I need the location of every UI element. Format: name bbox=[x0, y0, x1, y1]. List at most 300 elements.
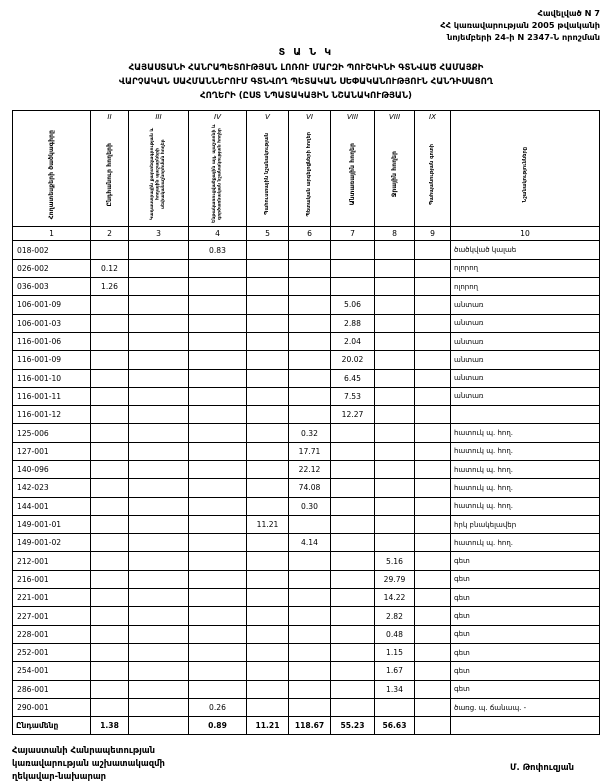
roman-cell-3: III bbox=[129, 111, 189, 123]
cell-protection bbox=[415, 643, 451, 661]
cell-total bbox=[91, 296, 129, 314]
cell-infrastructure bbox=[189, 278, 247, 296]
cell-total bbox=[91, 387, 129, 405]
cell-code: 116-001-10 bbox=[13, 369, 91, 387]
cell-total: 1.26 bbox=[91, 278, 129, 296]
cell-code: 036-003 bbox=[13, 278, 91, 296]
document-footer bbox=[12, 744, 600, 782]
header-cell-reserve bbox=[247, 122, 289, 227]
cell-protection bbox=[415, 698, 451, 716]
header-label-special: Պետական արգելոցների հողեր bbox=[306, 132, 313, 217]
cell-total bbox=[91, 461, 129, 479]
cell-special bbox=[289, 643, 331, 661]
cell-water: 29.79 bbox=[375, 570, 415, 588]
cell-code: 144-001 bbox=[13, 497, 91, 515]
cell-reserve bbox=[247, 698, 289, 716]
cell-infrastructure bbox=[189, 406, 247, 424]
cell-forest bbox=[331, 479, 375, 497]
table-row bbox=[13, 515, 600, 533]
table-row bbox=[13, 570, 600, 588]
cell-reserve bbox=[247, 497, 289, 515]
cell-infrastructure: 0.83 bbox=[189, 241, 247, 259]
cell-total bbox=[91, 314, 129, 332]
cell-note: հատուկ պ. հող. bbox=[451, 479, 600, 497]
cell-total bbox=[91, 643, 129, 661]
cell-reserve bbox=[247, 351, 289, 369]
cell-special: 17.71 bbox=[289, 442, 331, 460]
cell-infrastructure bbox=[189, 259, 247, 277]
cell-note: հրկ բնակելավեր bbox=[451, 515, 600, 533]
roman-cell-2: II bbox=[91, 111, 129, 123]
cell-cadastre bbox=[129, 296, 189, 314]
cell-total bbox=[91, 680, 129, 698]
cell-note: գետ bbox=[451, 607, 600, 625]
cell-protection bbox=[415, 369, 451, 387]
cell-note: անտառ bbox=[451, 314, 600, 332]
cell-cadastre bbox=[129, 607, 189, 625]
cell-protection bbox=[415, 314, 451, 332]
numrow-cell-4: 4 bbox=[189, 227, 247, 241]
cell-total bbox=[91, 589, 129, 607]
cell-water bbox=[375, 259, 415, 277]
cell-cadastre bbox=[129, 497, 189, 515]
headline-line-1: ՀԱՅԱՍՏԱՆԻ ՀԱՆՐԱՊԵՏՈՒԹՅԱՆ ԼՈՌՈՒ ՄԱՐԶԻ ՊՈՒՇԿԻՆԻ ԳՏՆՎԱԾ ՀԱՄԱՅՔԻ bbox=[128, 62, 484, 73]
cell-forest: 12.27 bbox=[331, 406, 375, 424]
cell-reserve bbox=[247, 332, 289, 350]
roman-cell-10 bbox=[451, 111, 600, 123]
numrow-cell-1: 1 bbox=[13, 227, 91, 241]
cell-total bbox=[91, 515, 129, 533]
roman-cell-8: VIII bbox=[375, 111, 415, 123]
cell-water bbox=[375, 351, 415, 369]
cell-cadastre bbox=[129, 461, 189, 479]
header-label-water: Ջրային հողեր bbox=[390, 151, 398, 198]
cell-code: 212-001 bbox=[13, 552, 91, 570]
table-row bbox=[13, 680, 600, 698]
cell-special: 0.30 bbox=[289, 497, 331, 515]
cell-infrastructure bbox=[189, 680, 247, 698]
cell-special bbox=[289, 698, 331, 716]
cell-water bbox=[375, 241, 415, 259]
total-cell-water: 56.63 bbox=[375, 717, 415, 735]
cell-reserve bbox=[247, 278, 289, 296]
table-row bbox=[13, 461, 600, 479]
annex-number: Հավելված N 7 bbox=[537, 8, 600, 18]
numrow-cell-5: 5 bbox=[247, 227, 289, 241]
header-cell-protection bbox=[415, 122, 451, 227]
cell-protection bbox=[415, 607, 451, 625]
signatory-name: Մ. Թոփուզյան bbox=[509, 762, 574, 773]
header-cell-code bbox=[13, 122, 91, 227]
cell-cadastre bbox=[129, 570, 189, 588]
cell-note: անտառ bbox=[451, 332, 600, 350]
cell-code: 116-001-12 bbox=[13, 406, 91, 424]
cell-infrastructure bbox=[189, 351, 247, 369]
cell-forest bbox=[331, 625, 375, 643]
cell-forest bbox=[331, 643, 375, 661]
cell-protection bbox=[415, 241, 451, 259]
cell-protection bbox=[415, 406, 451, 424]
cell-note: գետ bbox=[451, 589, 600, 607]
total-label: Ընդամենը bbox=[13, 717, 91, 735]
cell-total bbox=[91, 442, 129, 460]
table-row bbox=[13, 479, 600, 497]
header-cell-notes bbox=[451, 122, 600, 227]
total-cell-cadastre bbox=[129, 717, 189, 735]
table-row bbox=[13, 241, 600, 259]
cell-protection bbox=[415, 387, 451, 405]
cell-water bbox=[375, 406, 415, 424]
table-number-row bbox=[13, 227, 600, 241]
signatory-line-1: Հայաստանի Հանրապետության bbox=[12, 745, 156, 756]
cell-code: 149-001-02 bbox=[13, 534, 91, 552]
cell-water bbox=[375, 424, 415, 442]
cell-special bbox=[289, 406, 331, 424]
cell-protection bbox=[415, 424, 451, 442]
cell-water: 5.16 bbox=[375, 552, 415, 570]
cell-reserve bbox=[247, 570, 289, 588]
cell-special: 74.08 bbox=[289, 479, 331, 497]
cell-cadastre bbox=[129, 625, 189, 643]
cell-note: ոլորող bbox=[451, 278, 600, 296]
cell-infrastructure bbox=[189, 424, 247, 442]
cell-total bbox=[91, 552, 129, 570]
cell-special bbox=[289, 314, 331, 332]
table-row bbox=[13, 698, 600, 716]
cell-note: անտառ bbox=[451, 369, 600, 387]
total-cell-special: 118.67 bbox=[289, 717, 331, 735]
cell-reserve bbox=[247, 479, 289, 497]
cell-special bbox=[289, 552, 331, 570]
cell-forest: 2.88 bbox=[331, 314, 375, 332]
cell-total bbox=[91, 424, 129, 442]
cell-reserve bbox=[247, 314, 289, 332]
cell-special bbox=[289, 296, 331, 314]
cell-special bbox=[289, 241, 331, 259]
cell-reserve bbox=[247, 643, 289, 661]
table-row bbox=[13, 625, 600, 643]
cell-forest bbox=[331, 442, 375, 460]
cell-special bbox=[289, 332, 331, 350]
cell-forest: 7.53 bbox=[331, 387, 375, 405]
cell-total bbox=[91, 406, 129, 424]
roman-cell-7: VIII bbox=[331, 111, 375, 123]
cell-note: հատուկ պ. հող. bbox=[451, 424, 600, 442]
cell-code: 254-001 bbox=[13, 662, 91, 680]
cell-code: 116-001-11 bbox=[13, 387, 91, 405]
cell-total bbox=[91, 698, 129, 716]
cell-reserve bbox=[247, 387, 289, 405]
table-row bbox=[13, 314, 600, 332]
cell-code: 125-006 bbox=[13, 424, 91, 442]
cell-note: ծառց. պ. ճանապ. - bbox=[451, 698, 600, 716]
cell-code: 106-001-03 bbox=[13, 314, 91, 332]
cell-reserve bbox=[247, 406, 289, 424]
cell-protection bbox=[415, 534, 451, 552]
cell-cadastre bbox=[129, 241, 189, 259]
table-row bbox=[13, 662, 600, 680]
cell-infrastructure bbox=[189, 296, 247, 314]
cell-protection bbox=[415, 680, 451, 698]
cell-protection bbox=[415, 625, 451, 643]
cell-protection bbox=[415, 515, 451, 533]
numrow-cell-8: 8 bbox=[375, 227, 415, 241]
signatory-line-2: կառավարության աշխատակազմի bbox=[12, 758, 165, 769]
table-column-group-row bbox=[13, 111, 600, 123]
cell-infrastructure bbox=[189, 552, 247, 570]
cell-total: 0.12 bbox=[91, 259, 129, 277]
table-header-row bbox=[13, 122, 600, 227]
land-data-table bbox=[12, 110, 600, 735]
table-row bbox=[13, 406, 600, 424]
cell-note: հատուկ պ. հող. bbox=[451, 442, 600, 460]
cell-water bbox=[375, 369, 415, 387]
cell-note: հատուկ պ. հող. bbox=[451, 461, 600, 479]
table-row bbox=[13, 534, 600, 552]
cell-reserve bbox=[247, 296, 289, 314]
headline-line-3: ՀՈՂԵՐԻ (ԸՍՏ ՆՊԱՏԱԿԱՅԻՆ ՆՇԱՆԱԿՈՒԹՅԱՆ) bbox=[200, 90, 412, 101]
cell-reserve bbox=[247, 259, 289, 277]
cell-infrastructure bbox=[189, 662, 247, 680]
cell-forest bbox=[331, 698, 375, 716]
cell-water bbox=[375, 387, 415, 405]
cell-infrastructure bbox=[189, 442, 247, 460]
table-row bbox=[13, 296, 600, 314]
cell-reserve bbox=[247, 680, 289, 698]
total-cell-forest: 55.23 bbox=[331, 717, 375, 735]
cell-note: անտառ bbox=[451, 351, 600, 369]
roman-cell-5: V bbox=[247, 111, 289, 123]
cell-total bbox=[91, 625, 129, 643]
table-row bbox=[13, 332, 600, 350]
header-cell-infrastructure bbox=[189, 122, 247, 227]
cell-cadastre bbox=[129, 314, 189, 332]
header-cell-water bbox=[375, 122, 415, 227]
total-cell-protection bbox=[415, 717, 451, 735]
cell-special bbox=[289, 570, 331, 588]
cell-note: հատուկ պ. հող. bbox=[451, 497, 600, 515]
cell-water: 1.34 bbox=[375, 680, 415, 698]
table-row bbox=[13, 607, 600, 625]
cell-infrastructure bbox=[189, 314, 247, 332]
cell-note: ոլորող bbox=[451, 259, 600, 277]
cell-reserve bbox=[247, 625, 289, 643]
cell-total bbox=[91, 369, 129, 387]
cell-forest bbox=[331, 515, 375, 533]
cell-code: 286-001 bbox=[13, 680, 91, 698]
cell-protection bbox=[415, 479, 451, 497]
numrow-cell-9: 9 bbox=[415, 227, 451, 241]
cell-infrastructure bbox=[189, 607, 247, 625]
cell-cadastre bbox=[129, 680, 189, 698]
cell-cadastre bbox=[129, 479, 189, 497]
cell-cadastre bbox=[129, 643, 189, 661]
roman-cell-6: VI bbox=[289, 111, 331, 123]
cell-note: հատուկ պ. հող. bbox=[451, 534, 600, 552]
cell-forest bbox=[331, 552, 375, 570]
cell-infrastructure bbox=[189, 387, 247, 405]
cell-total bbox=[91, 662, 129, 680]
cell-forest bbox=[331, 589, 375, 607]
cell-note: անտառ bbox=[451, 387, 600, 405]
cell-water bbox=[375, 442, 415, 460]
cell-forest bbox=[331, 259, 375, 277]
cell-cadastre bbox=[129, 662, 189, 680]
cell-code: 116-001-09 bbox=[13, 351, 91, 369]
cell-water: 2.82 bbox=[375, 607, 415, 625]
cell-special bbox=[289, 369, 331, 387]
header-label-notes: Նշանակությունները bbox=[521, 146, 528, 203]
annex-header bbox=[12, 8, 600, 44]
cell-water: 1.67 bbox=[375, 662, 415, 680]
header-label-total: Ընդհանուր հողերի bbox=[105, 142, 113, 207]
cell-protection bbox=[415, 552, 451, 570]
table-row bbox=[13, 278, 600, 296]
cell-forest bbox=[331, 570, 375, 588]
cell-code: 228-001 bbox=[13, 625, 91, 643]
total-cell-reserve: 11.21 bbox=[247, 717, 289, 735]
cell-special bbox=[289, 607, 331, 625]
cell-note: գետ bbox=[451, 662, 600, 680]
cell-note: գետ bbox=[451, 552, 600, 570]
cell-cadastre bbox=[129, 387, 189, 405]
header-cell-cadastre bbox=[129, 122, 189, 227]
cell-forest bbox=[331, 662, 375, 680]
cell-code: 018-002 bbox=[13, 241, 91, 259]
cell-special bbox=[289, 515, 331, 533]
header-label-cadastre: Կադաստրային քարտեզագրության և հողային պաշարների սեփականաշնորհման հողեր bbox=[150, 128, 167, 221]
page-title: Տ Ա Ն Կ bbox=[278, 46, 334, 58]
cell-forest: 6.45 bbox=[331, 369, 375, 387]
cell-water: 14.22 bbox=[375, 589, 415, 607]
cell-code: 216-001 bbox=[13, 570, 91, 588]
cell-reserve bbox=[247, 607, 289, 625]
cell-infrastructure bbox=[189, 461, 247, 479]
cell-special bbox=[289, 662, 331, 680]
cell-note: գետ bbox=[451, 680, 600, 698]
cell-special bbox=[289, 589, 331, 607]
cell-forest bbox=[331, 424, 375, 442]
table-row bbox=[13, 589, 600, 607]
cell-code: 149-001-01 bbox=[13, 515, 91, 533]
cell-total bbox=[91, 241, 129, 259]
header-label-code: Հողատեսքերի ծածկագիրը bbox=[47, 129, 55, 220]
numrow-cell-10: 10 bbox=[451, 227, 600, 241]
cell-forest bbox=[331, 497, 375, 515]
cell-code: 127-001 bbox=[13, 442, 91, 460]
cell-note: գետ bbox=[451, 625, 600, 643]
cell-forest: 20.02 bbox=[331, 351, 375, 369]
cell-special bbox=[289, 625, 331, 643]
cell-reserve bbox=[247, 662, 289, 680]
cell-note: անտառ bbox=[451, 296, 600, 314]
cell-total bbox=[91, 497, 129, 515]
cell-protection bbox=[415, 296, 451, 314]
cell-cadastre bbox=[129, 698, 189, 716]
headline-line-2: ՎԱՐՉԱԿԱՆ ՍԱՀՄԱՆՆԵՐՈՒՄ ԳՏՆՎՈՂ ՊԵՏԱԿԱՆ ՍԵՓԱԿԱՆՈՒԹՅՈՒՆ ՀԱՆԴԻՍԱՑՈՂ bbox=[118, 76, 494, 87]
cell-cadastre bbox=[129, 534, 189, 552]
cell-reserve bbox=[247, 241, 289, 259]
signatory-title bbox=[12, 744, 165, 782]
cell-note: ծածկված կալաե bbox=[451, 241, 600, 259]
cell-infrastructure bbox=[189, 589, 247, 607]
cell-infrastructure bbox=[189, 369, 247, 387]
header-cell-special bbox=[289, 122, 331, 227]
table-row bbox=[13, 643, 600, 661]
cell-cadastre bbox=[129, 442, 189, 460]
cell-forest bbox=[331, 534, 375, 552]
cell-protection bbox=[415, 497, 451, 515]
cell-infrastructure bbox=[189, 332, 247, 350]
cell-special bbox=[289, 278, 331, 296]
cell-protection bbox=[415, 351, 451, 369]
header-label-reserve: Պահուստային նշանակության bbox=[264, 133, 271, 216]
cell-forest bbox=[331, 607, 375, 625]
table-total-row bbox=[13, 717, 600, 735]
table-row bbox=[13, 387, 600, 405]
cell-total bbox=[91, 607, 129, 625]
cell-water: 1.15 bbox=[375, 643, 415, 661]
table-row bbox=[13, 351, 600, 369]
cell-total bbox=[91, 332, 129, 350]
cell-water bbox=[375, 515, 415, 533]
government-line-1: ՀՀ կառավարության 2005 թվականի bbox=[440, 19, 600, 30]
cell-code: 106-001-09 bbox=[13, 296, 91, 314]
numrow-cell-3: 3 bbox=[129, 227, 189, 241]
cell-code: 116-001-06 bbox=[13, 332, 91, 350]
cell-protection bbox=[415, 278, 451, 296]
document-headline bbox=[18, 62, 594, 104]
cell-infrastructure bbox=[189, 570, 247, 588]
cell-forest bbox=[331, 461, 375, 479]
cell-reserve bbox=[247, 442, 289, 460]
cell-code: 252-001 bbox=[13, 643, 91, 661]
cell-water bbox=[375, 461, 415, 479]
header-label-infrastructure: Ենթակառուցվածքային այլ, պաշտոնի և գործառնական նշանակության հողեր bbox=[212, 125, 223, 224]
cell-total bbox=[91, 479, 129, 497]
cell-reserve bbox=[247, 461, 289, 479]
cell-note: գետ bbox=[451, 643, 600, 661]
cell-special: 0.32 bbox=[289, 424, 331, 442]
cell-reserve bbox=[247, 424, 289, 442]
cell-cadastre bbox=[129, 351, 189, 369]
numrow-cell-6: 6 bbox=[289, 227, 331, 241]
cell-protection bbox=[415, 570, 451, 588]
cell-water bbox=[375, 698, 415, 716]
cell-protection bbox=[415, 442, 451, 460]
header-label-forest: Անտառային հողեր bbox=[348, 143, 356, 206]
table-row bbox=[13, 442, 600, 460]
total-cell-note bbox=[451, 717, 600, 735]
cell-special bbox=[289, 680, 331, 698]
cell-special bbox=[289, 351, 331, 369]
cell-cadastre bbox=[129, 332, 189, 350]
roman-cell-1 bbox=[13, 111, 91, 123]
table-row bbox=[13, 259, 600, 277]
cell-water bbox=[375, 296, 415, 314]
roman-cell-9: IX bbox=[415, 111, 451, 123]
cell-cadastre bbox=[129, 369, 189, 387]
table-row bbox=[13, 424, 600, 442]
cell-cadastre bbox=[129, 278, 189, 296]
cell-cadastre bbox=[129, 259, 189, 277]
cell-protection bbox=[415, 461, 451, 479]
cell-reserve bbox=[247, 534, 289, 552]
cell-forest: 2.04 bbox=[331, 332, 375, 350]
cell-water bbox=[375, 534, 415, 552]
cell-special bbox=[289, 259, 331, 277]
cell-water bbox=[375, 314, 415, 332]
